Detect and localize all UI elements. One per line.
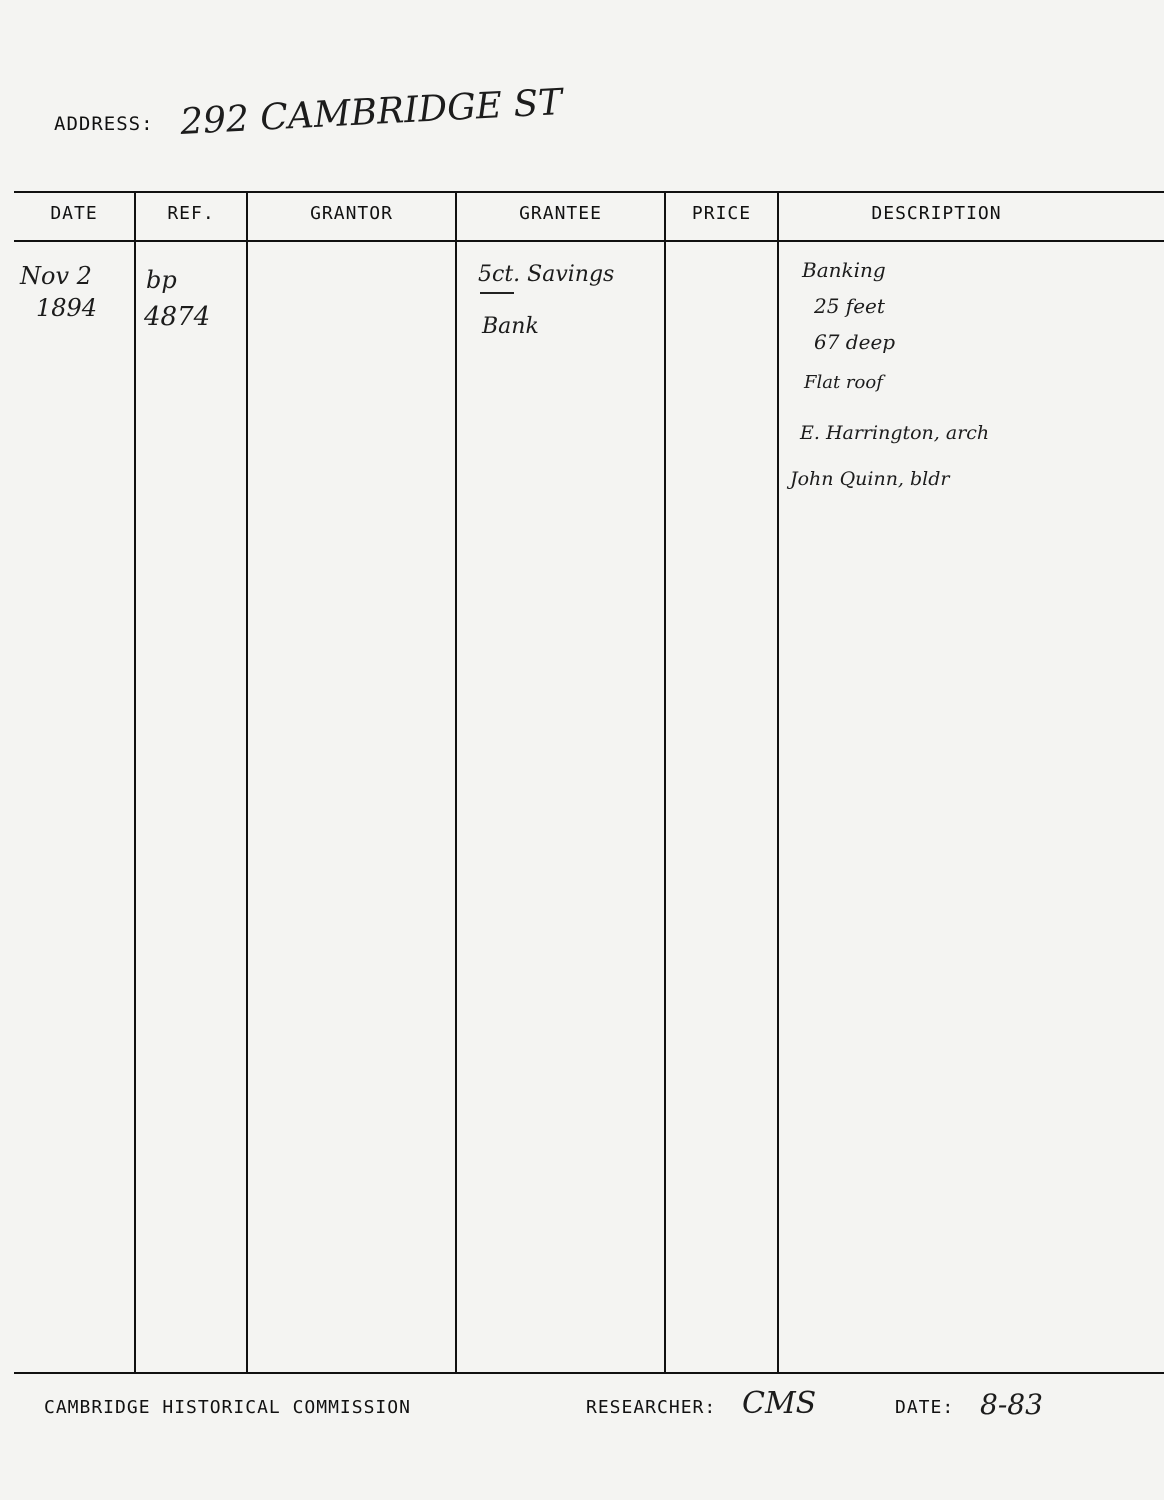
researcher-label: RESEARCHER: bbox=[586, 1397, 717, 1418]
column-header-ref: REF. bbox=[167, 203, 215, 224]
description-line: John Quinn, bldr bbox=[790, 468, 950, 490]
date-line: Nov 2 bbox=[20, 262, 92, 290]
address-value: 292 CAMBRIDGE ST bbox=[179, 82, 564, 143]
description-line: E. Harrington, arch bbox=[800, 422, 990, 444]
grantee-underline bbox=[480, 292, 514, 294]
column-divider bbox=[664, 192, 666, 1372]
grantee-line: 5ct. Savings bbox=[478, 262, 615, 287]
ref-line: bp bbox=[146, 266, 177, 294]
address-label: ADDRESS: bbox=[54, 113, 154, 135]
column-divider bbox=[134, 192, 136, 1372]
grantee-line: Bank bbox=[482, 314, 539, 339]
column-header-date: DATE bbox=[50, 203, 98, 224]
column-divider bbox=[455, 192, 457, 1372]
researcher-value: CMS bbox=[742, 1386, 817, 1421]
header-bottom-rule bbox=[14, 240, 1164, 242]
table-bottom-rule bbox=[14, 1372, 1164, 1374]
description-line: 67 deep bbox=[814, 330, 896, 354]
footer-date-label: DATE: bbox=[895, 1397, 955, 1418]
table-top-rule bbox=[14, 191, 1164, 193]
column-header-grantor: GRANTOR bbox=[310, 203, 393, 224]
organization-name: CAMBRIDGE HISTORICAL COMMISSION bbox=[44, 1397, 411, 1418]
column-divider bbox=[246, 192, 248, 1372]
description-line: 25 feet bbox=[814, 294, 885, 318]
footer-date-value: 8-83 bbox=[980, 1388, 1043, 1421]
column-header-description: DESCRIPTION bbox=[871, 203, 1002, 224]
description-line: Banking bbox=[802, 258, 886, 282]
column-divider bbox=[777, 192, 779, 1372]
ref-line: 4874 bbox=[144, 302, 211, 332]
column-header-grantee: GRANTEE bbox=[519, 203, 602, 224]
column-header-price: PRICE bbox=[691, 203, 752, 224]
description-line: Flat roof bbox=[804, 372, 883, 393]
date-line: 1894 bbox=[36, 294, 98, 322]
